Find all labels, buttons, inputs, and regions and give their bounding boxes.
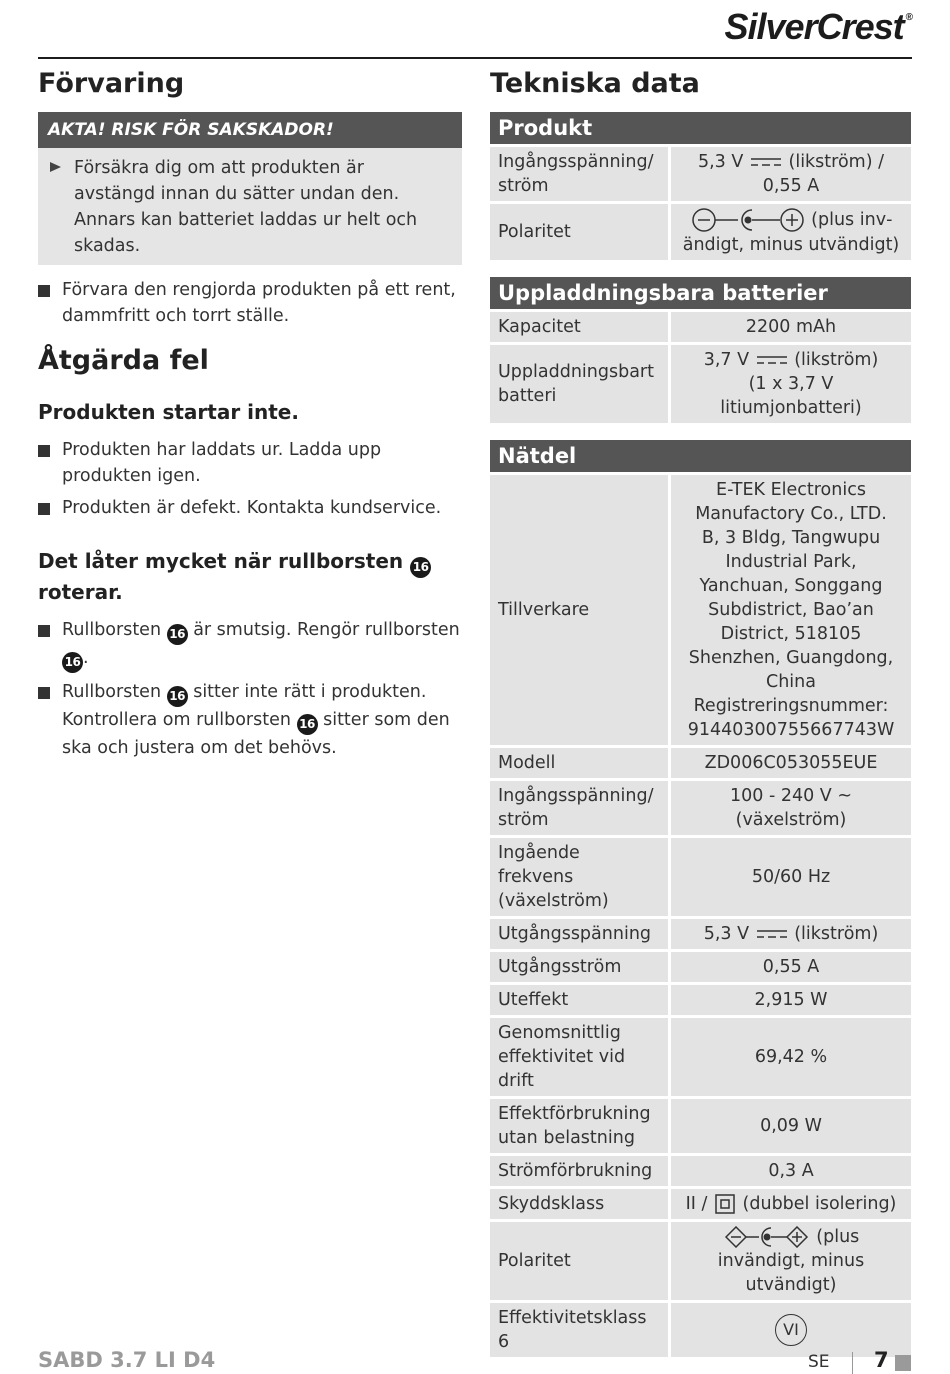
row-value: 2200 mAh [670,312,912,344]
row-label: Effektförbrukning utan belastning [490,1098,670,1155]
troubleshooting-title: Åtgärda fel [38,345,209,377]
polarity-symbol-icon [725,1226,809,1248]
row-label: Utgångsspänning [490,918,670,951]
polarity-text: (plus invändigt, minus utvändigt) [682,210,900,256]
row-value: 69,42 % [670,1017,912,1098]
dc-symbol-icon [757,929,787,939]
insulation-text: (dubbel isolering) [742,1194,897,1215]
list-item [38,437,462,489]
table-row [490,1302,911,1359]
footer-model: SABD 3.7 LI D4 [38,1348,216,1372]
row-label: Polaritet [490,203,670,262]
header-rule [38,57,912,59]
row-label: Modell [490,747,670,780]
table-row [490,475,911,747]
warning-title: AKTA! RISK FÖR SAKSKADOR! [38,112,462,148]
bullet-square-icon [38,687,50,699]
current-text: (likström) / 0,55 A [762,152,885,197]
item-text-a: Rullborsten [62,619,162,640]
table-row [490,344,911,425]
voltage-text: 3,7 V [703,350,750,371]
row-label: Effektivitetsklass 6 [490,1302,670,1359]
spec-table-power-supply [490,475,911,1360]
section-head-power-supply: Nätdel [490,440,911,475]
table-row [490,984,911,1017]
bullet-square-icon [38,625,50,637]
left-column [38,66,462,761]
table-row [490,312,911,344]
voltage-text: 5,3 V [703,924,750,945]
spec-table-batteries [490,312,911,426]
registered-mark: ® [905,12,912,23]
row-value [670,203,912,262]
dc-text: (likström) [794,924,879,945]
brand-name: SilverCrest [724,6,904,47]
ref-16-icon: 16 [62,652,83,673]
table-row [490,1188,911,1221]
row-value [670,918,912,951]
table-row [490,918,911,951]
row-label: Tillverkare [490,475,670,747]
row-label: Skyddsklass [490,1188,670,1221]
dc-symbol-icon [757,355,787,365]
subheading-text-b: roterar. [38,579,123,604]
row-label: Genomsnittlig effektivitet vid drift [490,1017,670,1098]
section-batteries [490,277,911,426]
ref-16-icon: 16 [167,624,188,645]
row-value: 100 - 240 V ~ (växelström) [670,780,912,837]
tech-data-title: Tekniska data [490,68,700,99]
ref-16-icon: 16 [297,714,318,735]
row-label: Kapacitet [490,312,670,344]
item-text-a: Rullborsten [62,681,162,702]
row-value: 2,915 W [670,984,912,1017]
arrow-right-icon [50,162,61,172]
polarity-text: (plus invändigt, minus utvändigt) [717,1227,865,1296]
row-value: 0,55 A [670,951,912,984]
spec-table-produkt [490,147,911,263]
row-value: 0,3 A [670,1155,912,1188]
storage-title: Förvaring [38,68,185,99]
bullet-square-icon [38,445,50,457]
table-row [490,1098,911,1155]
class-text: II / [685,1194,708,1215]
footer-language: SE [808,1352,830,1372]
subheading-noisy-brush [38,547,462,607]
right-column [490,66,911,1374]
polarity-symbol-icon [692,207,804,233]
warning-text: Försäkra dig om att produkten är avstängd innan du sätter undan den. Annars kan batteriet laddas ur helt och skadas. [74,158,418,257]
row-label: Ingångsspänning/ ström [490,147,670,203]
table-row [490,203,911,262]
section-head-produkt: Produkt [490,112,911,147]
ref-16-icon: 16 [410,557,431,578]
item-text: Produkten har laddats ur. Ladda upp produkten igen. [62,439,382,486]
row-label: Strömförbrukning [490,1155,670,1188]
row-value [670,344,912,425]
list-item [38,277,462,329]
bullet-square-icon [38,285,50,297]
row-value: ZD006C053055EUE [670,747,912,780]
table-row [490,951,911,984]
page-number: 7 [874,1348,889,1372]
row-label: Uppladdningsbart batteri [490,344,670,425]
storage-bullet-text: Förvara den rengjorda produkten på ett rent, dammfritt och torrt ställe. [62,280,456,327]
footer-divider [852,1352,853,1374]
item-text-c: sitter som den ska och justera om det behövs. [62,709,450,758]
row-label: Polaritet [490,1221,670,1302]
footer-square-icon [895,1355,911,1371]
item-text-b: sitter inte rätt i produkten. Kontrollera om rullborsten [62,681,427,730]
table-row [490,1017,911,1098]
section-head-batteries: Uppladdningsbara batterier [490,277,911,312]
row-value: 50/60 Hz [670,837,912,918]
row-label: Uteffekt [490,984,670,1017]
double-insulation-icon [715,1194,735,1214]
row-value [670,1221,912,1302]
row-value: 0,09 W [670,1098,912,1155]
voltage-text: 5,3 V [697,152,744,173]
list-item [38,679,462,761]
brand-logo [725,6,912,48]
warning-body [38,148,462,265]
row-value [670,1188,912,1221]
table-row [490,747,911,780]
table-row [490,1155,911,1188]
bullet-square-icon [38,503,50,515]
list-item [38,495,462,521]
row-label: Utgångsström [490,951,670,984]
row-value: E-TEK Electronics Manufactory Co., LTD. B, 3 Bldg, Tangwupu Industrial Park, Yanchuan, Songgang Subdistrict, Bao’an District, 518105 Shenzhen, Guangdong, China Registreringsnummer: 91440300755667743W [670,475,912,747]
subheading-not-starting: Produkten startar inte. [38,399,299,424]
item-text-b: är smutsig. Rengör rullborsten [193,619,460,640]
ref-16-icon: 16 [167,686,188,707]
item-text: Produkten är defekt. Kontakta kundservice. [62,497,442,518]
efficiency-class-vi-icon: VI [775,1314,807,1346]
row-value [670,147,912,203]
dc-symbol-icon [751,157,781,167]
row-label: Ingångsspänning/ ström [490,780,670,837]
table-row [490,780,911,837]
section-produkt [490,112,911,263]
table-row [490,837,911,918]
section-power-supply [490,440,911,1360]
table-row [490,147,911,203]
dc-text: (likström) [794,350,879,371]
subheading-text-a: Det låter mycket när rullborsten [38,548,404,573]
row-label: Ingående frekvens (växelström) [490,837,670,918]
warning-box [38,112,462,265]
table-row [490,1221,911,1302]
list-item [38,617,462,673]
battery-type-text: (1 x 3,7 V litiumjonbatteri) [720,374,862,419]
item-text-c: . [83,647,89,668]
